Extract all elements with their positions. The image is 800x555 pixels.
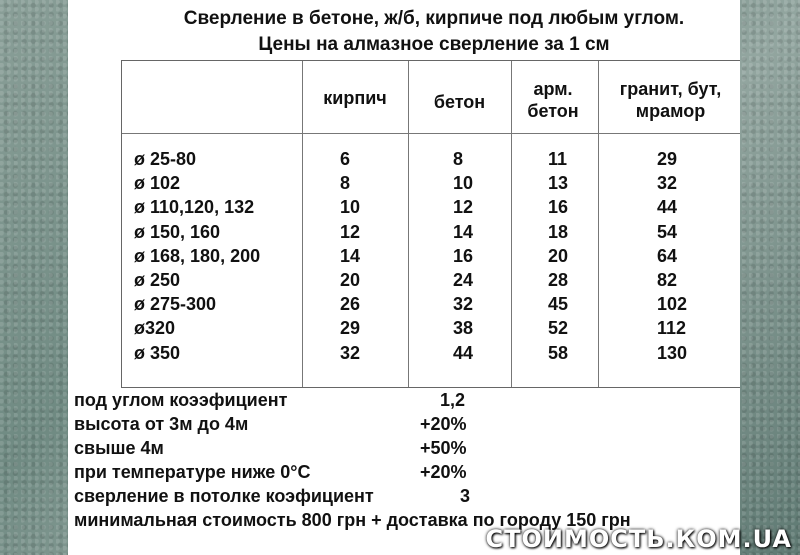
table-header-divider [122, 133, 740, 134]
header-granite: гранит, бут, мрамор [619, 79, 722, 121]
row-diameter-label: ø 150, 160 [134, 221, 221, 242]
price-cell: 38 [453, 318, 474, 339]
price-cell: 29 [657, 149, 678, 169]
row-diameter-label: ø 110,120, 132 [134, 197, 255, 218]
price-cell: 32 [453, 294, 474, 315]
row-diameter-label: ø 168, 180, 200 [134, 245, 261, 266]
price-cell: 32 [340, 342, 361, 363]
table-divider [302, 61, 303, 387]
price-cell: 130 [657, 342, 688, 363]
price-sheet [68, 0, 740, 555]
note-value: +20% [420, 462, 467, 482]
note-text: свыше 4м [74, 438, 164, 458]
note-text: при температуре ниже 0°С [74, 462, 311, 482]
price-cell: 20 [340, 270, 361, 290]
price-cell: 52 [548, 318, 569, 339]
price-cell: 45 [548, 294, 569, 315]
row-diameter-label: ø 250 [134, 270, 181, 290]
price-cell: 54 [657, 221, 678, 242]
price-cell: 16 [548, 197, 569, 218]
price-cell: 28 [548, 270, 569, 290]
row-diameter-label: ø320 [134, 318, 176, 339]
price-cell: 20 [548, 245, 569, 266]
price-cell: 6 [340, 149, 351, 169]
row-diameter-label: ø 25-80 [134, 149, 197, 169]
price-cell: 32 [657, 173, 678, 194]
price-cell: 16 [453, 245, 474, 266]
price-table [121, 60, 740, 388]
title-line-1: Сверление в бетоне, ж/б, кирпиче под любым углом. [183, 8, 685, 29]
price-cell: 24 [453, 270, 474, 290]
price-cell: 10 [340, 197, 361, 218]
price-cell: 44 [453, 342, 474, 363]
price-cell: 29 [340, 318, 361, 339]
header-reinforced-concrete: арм. бетон [527, 79, 579, 121]
price-cell: 14 [453, 221, 474, 242]
header-concrete: бетон [433, 92, 486, 112]
note-value: 1,2 [440, 390, 466, 410]
price-cell: 26 [340, 294, 361, 315]
price-cell: 11 [548, 149, 568, 169]
note-text: высота от 3м до 4м [74, 414, 249, 434]
price-cell: 44 [657, 197, 678, 218]
price-cell: 8 [340, 173, 351, 194]
watermark-text: СТОИМОСТЬ.КОМ.UA [485, 525, 792, 553]
title-line-2: Цены на алмазное сверление за 1 см [258, 34, 610, 55]
price-cell: 12 [340, 221, 361, 242]
price-cell: 8 [453, 149, 464, 169]
price-cell: 82 [657, 270, 678, 290]
row-diameter-label: ø 102 [134, 173, 181, 194]
note-text: минимальная стоимость 800 грн + доставка по городу 150 грн [74, 510, 631, 530]
table-divider [511, 61, 512, 387]
note-text: сверление в потолке коэфициент [74, 486, 374, 506]
note-value: +50% [420, 438, 467, 458]
price-cell: 112 [657, 318, 687, 339]
price-cell: 14 [340, 245, 361, 266]
price-cell: 18 [548, 221, 569, 242]
price-cell: 10 [453, 173, 474, 194]
header-brick: кирпич [323, 88, 387, 108]
price-cell: 102 [657, 294, 688, 315]
row-diameter-label: ø 275-300 [134, 294, 217, 315]
price-cell: 13 [548, 173, 569, 194]
table-divider [598, 61, 599, 387]
row-diameter-label: ø 350 [134, 342, 181, 363]
note-text: под углом коээфициент [74, 390, 288, 410]
note-value: +20% [420, 414, 467, 434]
price-cell: 12 [453, 197, 474, 218]
price-cell: 58 [548, 342, 569, 363]
note-value: 3 [460, 486, 471, 506]
price-cell: 64 [657, 245, 678, 266]
